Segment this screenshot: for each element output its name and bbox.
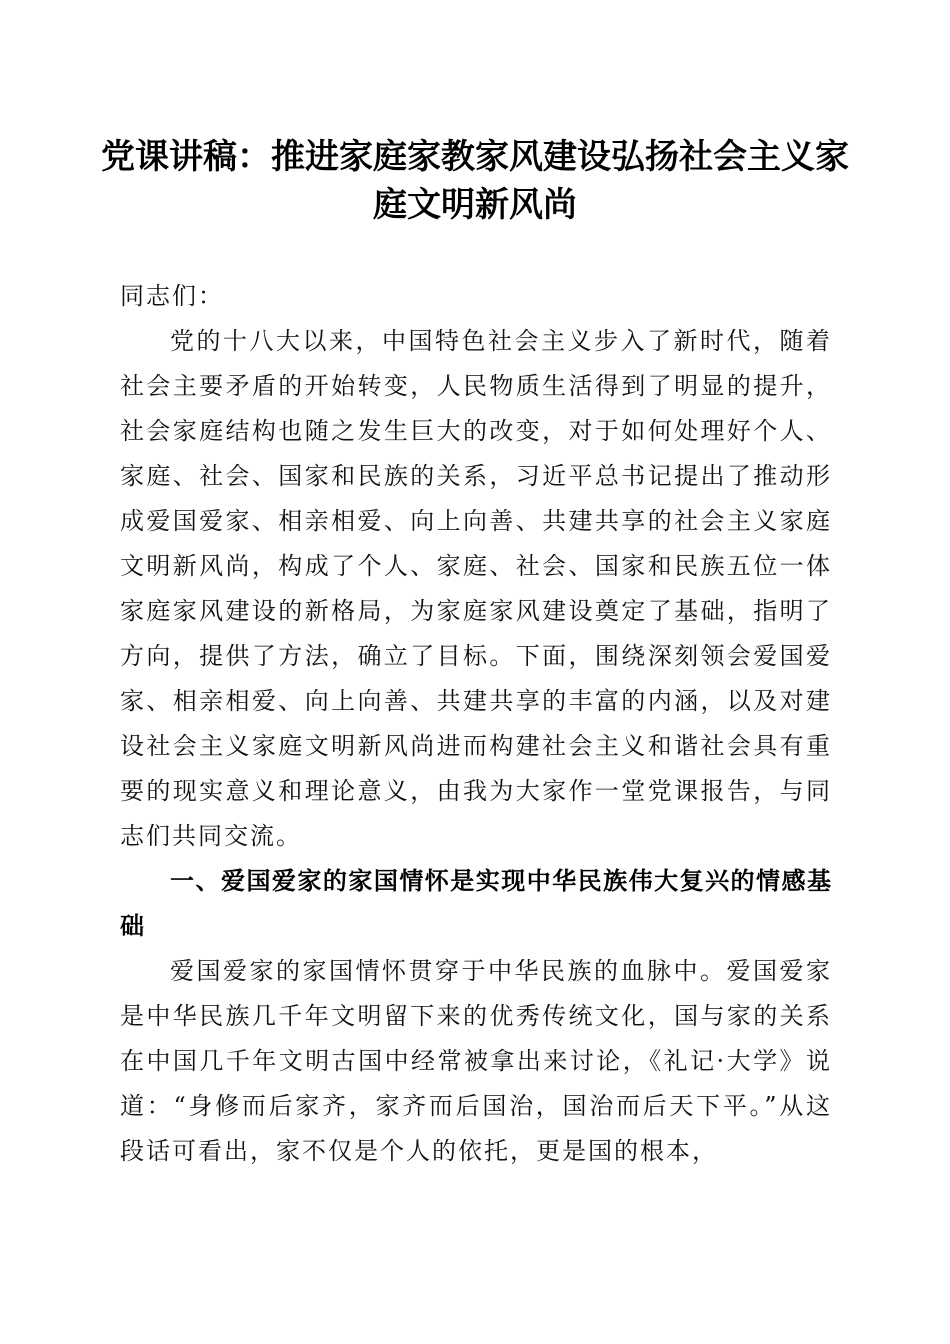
salutation: 同志们： xyxy=(120,282,224,310)
intro-paragraph: 党的十八大以来，中国特色社会主义步入了新时代，随着社会主要矛盾的开始转变，人民物质生活得到了明显的提升，社会家庭结构也随之发生巨大的改变，对于如何处理好个人、家庭、社会、国家和民族的关系，习近平总书记提出了推动形成爱国爱家、相亲相爱、向上向善、共建共享的社会主义家庭文明新风尚，构成了个人、家庭、社会、国家和民族五位一体家庭家风建设的新格局，为家庭家风建设奠定了基础，指明了方向，提供了方法，确立了目标。下面，围绕深刻领会爱国爱家、相亲相爱、向上向善、共建共享的丰富的内涵，以及对建设社会主义家庭文明新风尚进而构建社会主义和谐社会具有重要的现实意义和理论意义，由我为大家作一堂党课报告，与同志们共同交流。 xyxy=(120,327,832,850)
section-paragraph: 爱国爱家的家国情怀贯穿于中华民族的血脉中。爱国爱家是中华民族几千年文明留下来的优秀传统文化，国与家的关系在中国几千年文明古国中经常被拿出来讨论，《礼记·大学》说道：“身修而后家齐，家齐而后国治，国治而后天下平。”从这段话可看出，家不仅是个人的依托，更是国的根本， xyxy=(120,957,832,1165)
document-body xyxy=(120,274,832,1174)
document-title: 党课讲稿：推进家庭家教家风建设弘扬社会主义家庭文明新风尚 xyxy=(101,137,849,225)
section-heading: 一、爱国爱家的家国情怀是实现中华民族伟大复兴的情感基础 xyxy=(120,867,832,940)
